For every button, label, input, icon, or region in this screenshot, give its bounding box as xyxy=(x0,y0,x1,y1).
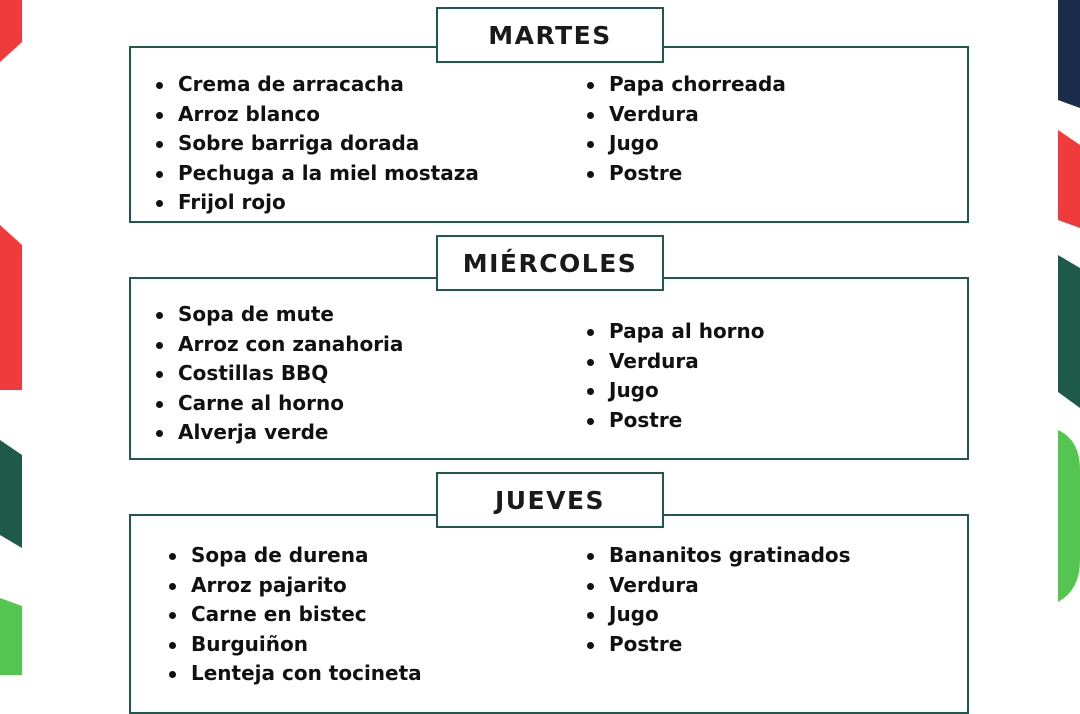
list-item: Arroz con zanahoria xyxy=(156,330,403,360)
menu-list-left xyxy=(156,300,403,448)
day-title-martes: MARTES xyxy=(436,7,664,63)
lime-shape xyxy=(1058,430,1080,602)
list-item: Verdura xyxy=(587,347,765,377)
list-item: Jugo xyxy=(587,129,786,159)
lime-shape xyxy=(0,598,22,675)
menu-list-right xyxy=(587,317,765,435)
list-item: Postre xyxy=(587,406,765,436)
menu-card-miercoles xyxy=(129,277,969,460)
list-item: Postre xyxy=(587,630,851,660)
menu-card-martes xyxy=(129,46,969,223)
list-item: Arroz blanco xyxy=(156,100,479,130)
list-item: Jugo xyxy=(587,600,851,630)
list-item: Carne al horno xyxy=(156,389,403,419)
menu-card-jueves xyxy=(129,514,969,714)
list-item: Carne en bistec xyxy=(169,600,422,630)
list-item: Papa al horno xyxy=(587,317,765,347)
menu-list-left xyxy=(169,541,422,689)
menu-list-left xyxy=(156,70,479,218)
list-item: Jugo xyxy=(587,376,765,406)
day-title-jueves: JUEVES xyxy=(436,472,664,528)
left-decoration xyxy=(0,0,30,675)
red-shape xyxy=(1058,130,1080,228)
list-item: Sopa de durena xyxy=(169,541,422,571)
right-decoration xyxy=(1056,0,1080,675)
day-title-miercoles: MIÉRCOLES xyxy=(436,235,664,291)
list-item: Lenteja con tocineta xyxy=(169,659,422,689)
list-item: Pechuga a la miel mostaza xyxy=(156,159,479,189)
list-item: Sopa de mute xyxy=(156,300,403,330)
list-item: Verdura xyxy=(587,100,786,130)
menu-list-right xyxy=(587,541,851,659)
list-item: Frijol rojo xyxy=(156,188,479,218)
list-item: Postre xyxy=(587,159,786,189)
list-item: Bananitos gratinados xyxy=(587,541,851,571)
list-item: Crema de arracacha xyxy=(156,70,479,100)
list-item: Sobre barriga dorada xyxy=(156,129,479,159)
list-item: Costillas BBQ xyxy=(156,359,403,389)
list-item: Alverja verde xyxy=(156,418,403,448)
list-item: Arroz pajarito xyxy=(169,571,422,601)
menu-list-right xyxy=(587,70,786,188)
list-item: Verdura xyxy=(587,571,851,601)
navy-shape xyxy=(1058,0,1080,108)
red-shape xyxy=(0,225,22,390)
list-item: Burguiñon xyxy=(169,630,422,660)
red-shape xyxy=(0,0,22,62)
list-item: Papa chorreada xyxy=(587,70,786,100)
green-shape xyxy=(0,440,22,548)
green-shape xyxy=(1058,255,1080,408)
